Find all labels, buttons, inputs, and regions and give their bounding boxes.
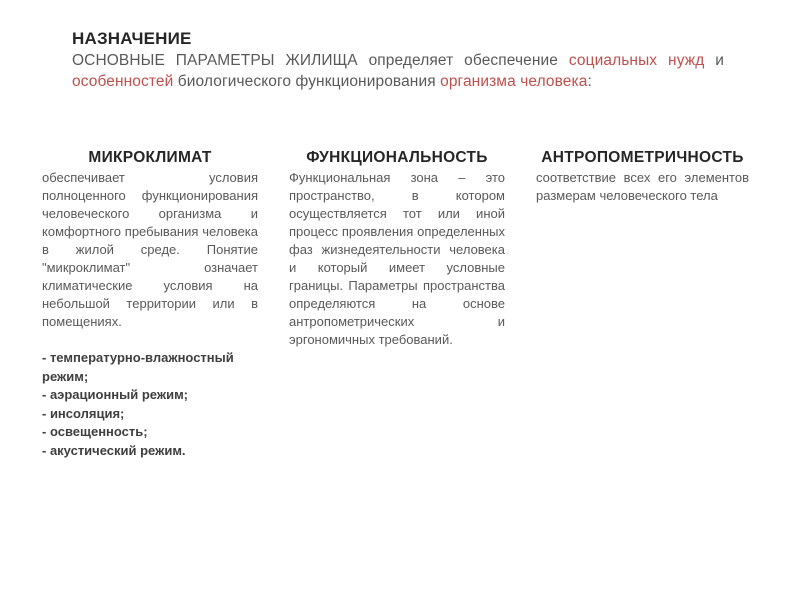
- column-text: обеспечивает условия полноценного функционирования человеческого организма и комфортного пребывания человека в жилой среде. Понятие "микроклимат" означает климатические условия на небольшой территории или в помещениях.: [42, 170, 258, 329]
- list-item: - температурно-влажностный режим;: [42, 350, 234, 384]
- column-title: ФУНКЦИОНАЛЬНОСТЬ: [306, 149, 488, 166]
- column-text: соответствие всех его элементов размерам человеческого тела: [536, 170, 749, 203]
- list-item: - аэрационный режим;: [42, 387, 189, 402]
- parameter-list: [42, 349, 258, 460]
- intro-text: :: [587, 73, 592, 90]
- intro-text: и: [704, 52, 724, 69]
- list-item: - акустический режим.: [42, 442, 186, 458]
- list-item: - освещенность;: [42, 424, 148, 439]
- list-item: - инсоляция;: [42, 405, 125, 421]
- intro-paragraph: [72, 50, 724, 92]
- column-microclimate: [42, 148, 258, 460]
- column-anthropometry: [536, 148, 749, 205]
- highlight-organism: организма человека: [440, 73, 588, 90]
- header: [72, 28, 724, 92]
- highlight-social-needs: социальных нужд: [568, 52, 705, 69]
- column-title: МИКРОКЛИМАТ: [88, 149, 212, 166]
- page-title: НАЗНАЧЕНИЕ: [72, 29, 192, 48]
- column-title: АНТРОПОМЕТРИЧНОСТЬ: [541, 149, 744, 166]
- column-functionality: [289, 148, 505, 349]
- intro-text: ОСНОВНЫЕ ПАРАМЕТРЫ ЖИЛИЩА определяет обеспечение: [72, 52, 569, 69]
- intro-text: биологического функционирования: [173, 73, 441, 90]
- highlight-features: особенностей: [72, 73, 174, 90]
- column-text: Функциональная зона – это пространство, в котором осуществляется тот или иной процесс проявления определенных фаз жизнедеятельности человека и который имеет условные границы. Параметры пространства определяются на основе антропометрических и эргономичных требований.: [289, 170, 505, 347]
